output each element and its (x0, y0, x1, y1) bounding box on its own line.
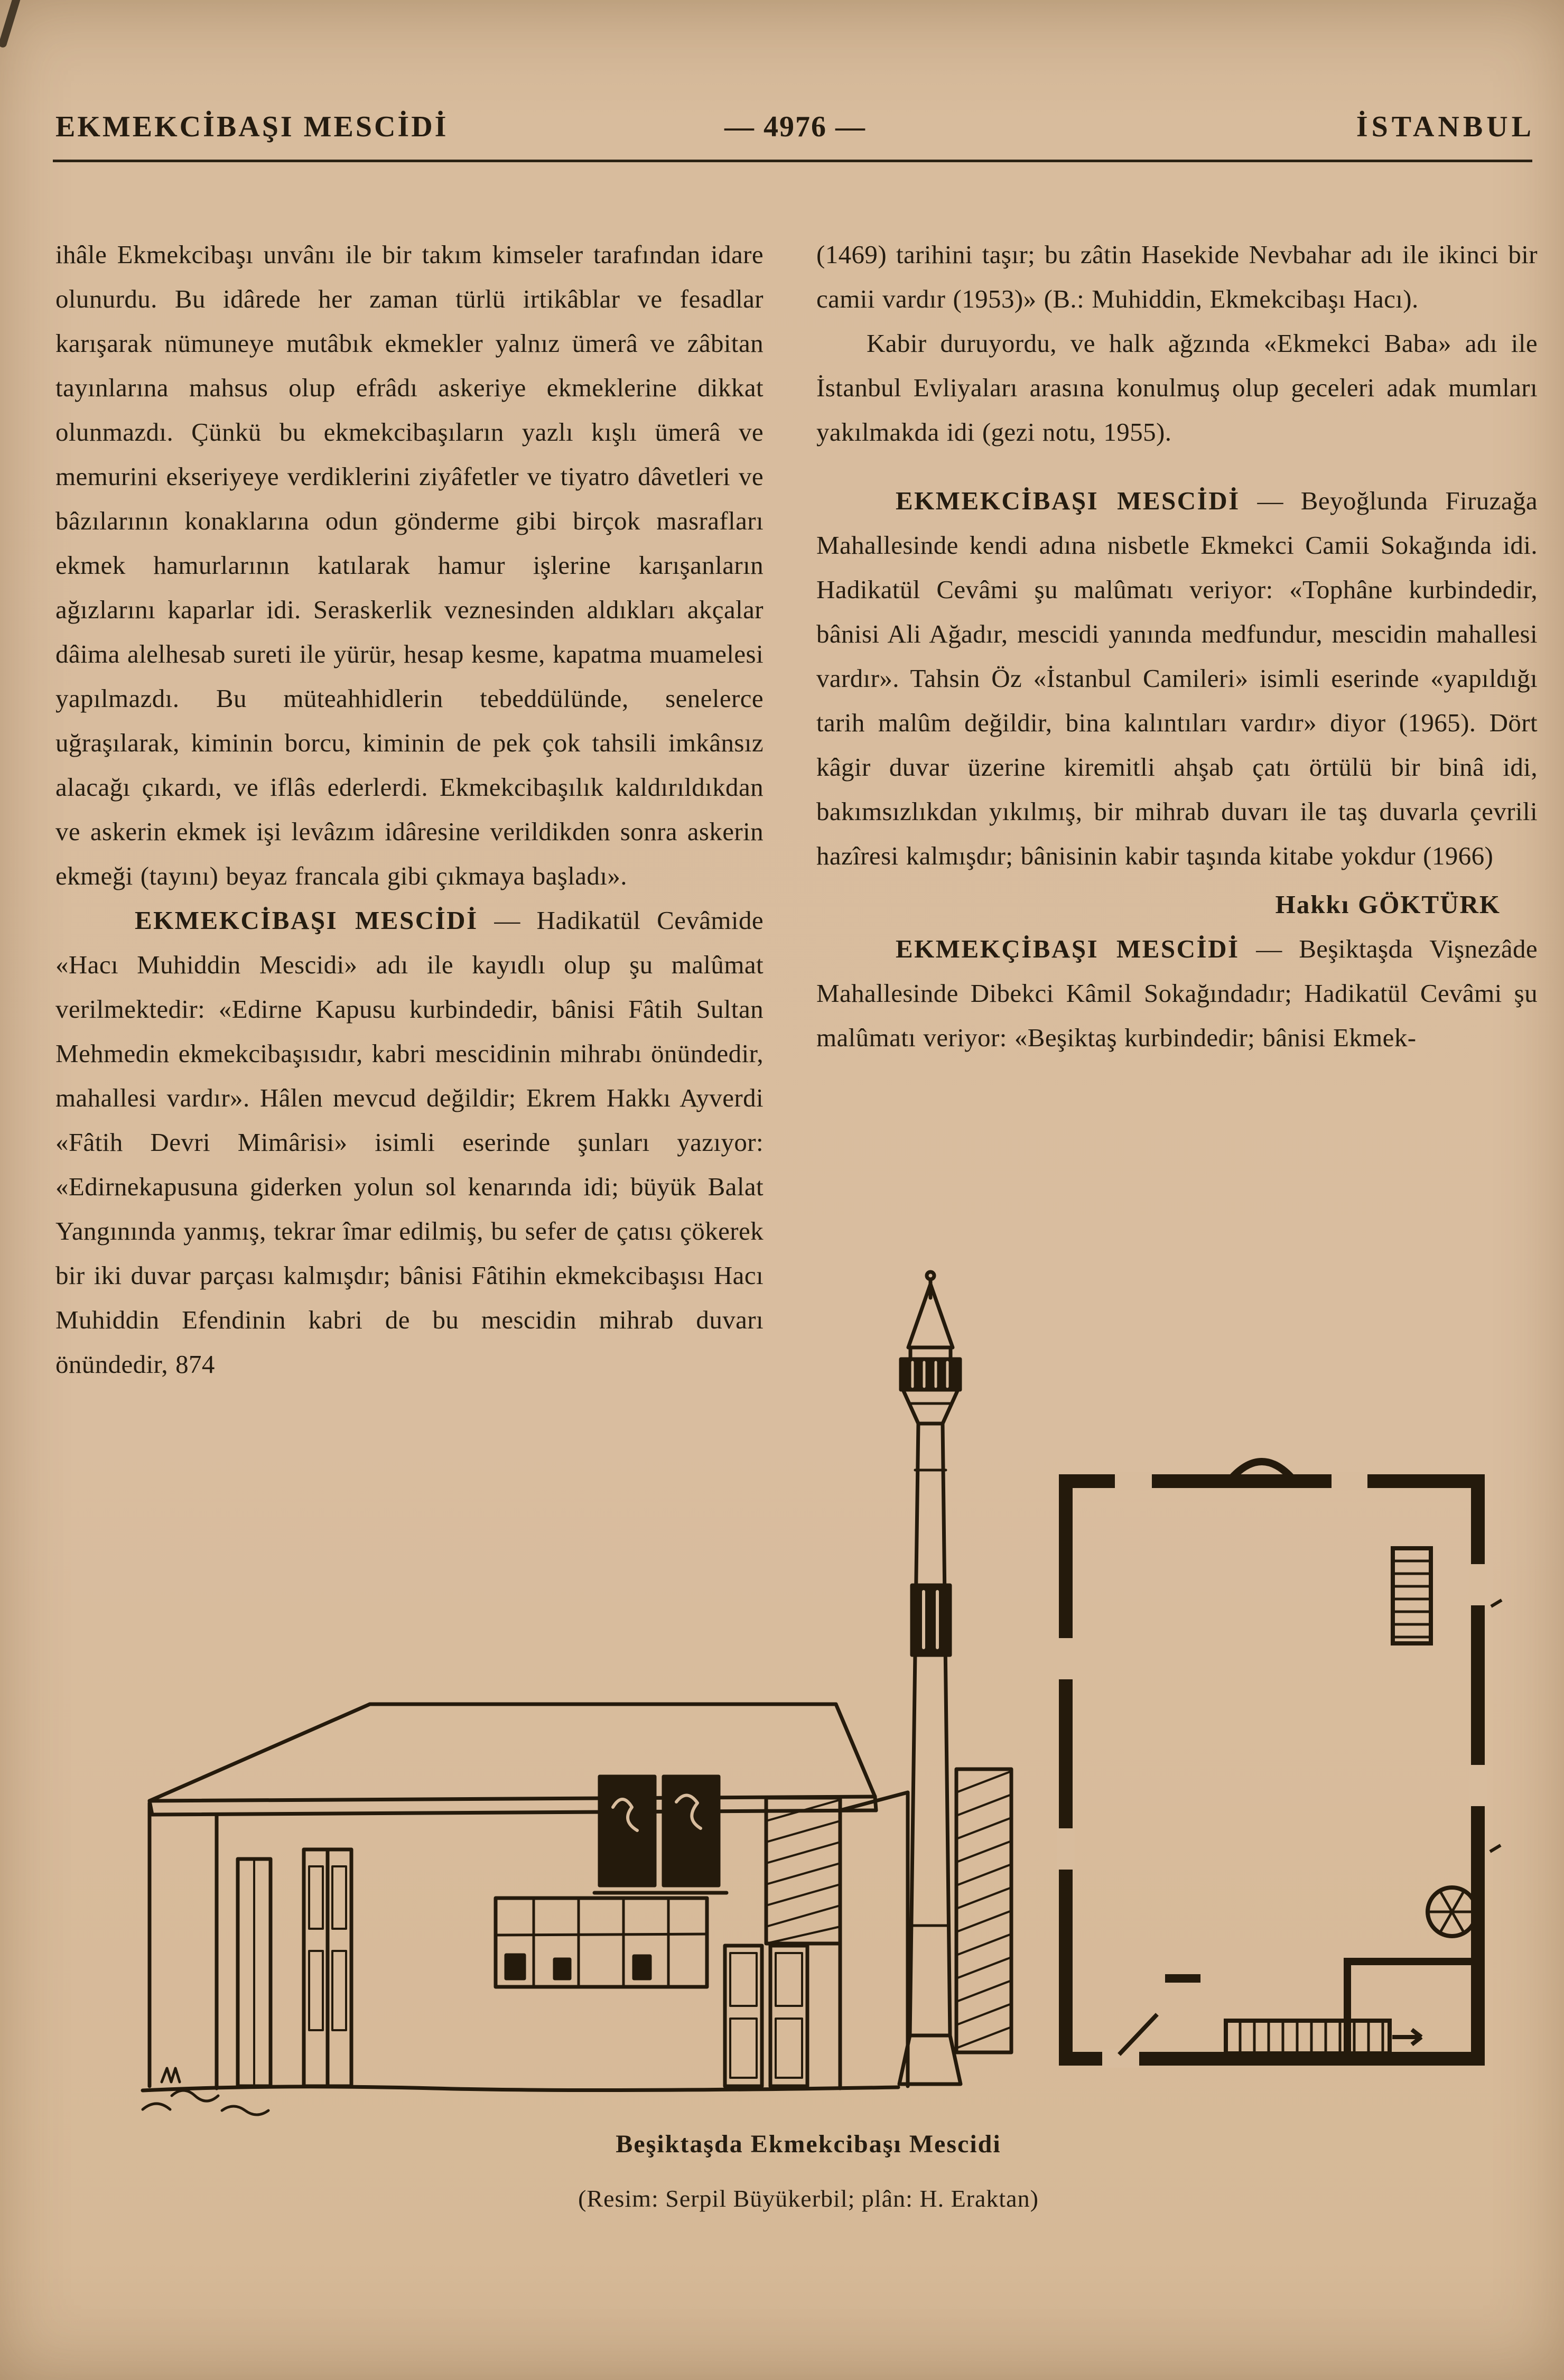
running-title-left: EKMEKCİBAŞI MESCİDİ (55, 110, 449, 143)
figure-svg (63, 1268, 1522, 2124)
paragraph-kabir: Kabir duruyordu, ve halk ağzında «Ekmekci Baba» adı ile İstanbul Evliyaları arasına konulmuş olup geceleri adak mumları yakılmakda idi (gezi notu, 1955). (816, 329, 1538, 447)
running-title-right: İSTANBUL (1356, 110, 1535, 143)
entry-body: — Hadikatül Cevâmide «Hacı Muhiddin Mescidi» adı ile kayıdlı olup şu malûmat verilmektedir: «Edirne Kapusu kurbindedir, bânisi Fâtih Sultan Mehmedin ekmekcibaşısıdır, kabri mescidinin mihrabı önündedir, mahallesi vardır». Hâlen mevcud değildir; Ekrem Hakkı Ayverdi «Fâtih Devri Mimârisi» isimli eserinde şunları yazıyor: «Edirnekapusuna giderken yolun sol kenarında idi; büyük Balat Yangınında yanmış, tekrar îmar edilmiş, bu sefer de çatısı çökerek bir iki duvar parçası kalmışdır; bânisi Fâtihin ekmekcibaşısı Hacı Muhiddin Efendinin kabri de bu mescidin mihrab duvarı önündedir, 874 (55, 906, 764, 1379)
figure-credit: (Resim: Serpil Büyükerbil; plân: H. Eraktan) (578, 2185, 1039, 2212)
paragraph-continuation: ihâle Ekmekcibaşı unvânı ile bir takım kimseler tarafından idare olunurdu. Bu idârede her zaman türlü irtikâblar ve fesadlar karışarak nümuneye mutâbık ekmekler yalnız ümerâ ve zâbitan tayınlarına mahsus olup efrâdı askeriye ekmeklerine dikkat olunmazdı. Çünkü bu ekmekcibaşıların yazlı kışlı ümerâ ve memurini ekseriyeye verdiklerini ziyâfetler ve tiyatro dâvetleri ve bâzılarının konaklarına odun gönderme gibi birçok masrafları ekmek hamurlarının katılarak hamur işlerine karışanların ağızlarını kaparlar idi. Seraskerlik veznesinden aldıkları akçalar dâima alelhesab sureti ile yürür, hesap kesme, kapatma muamelesi yapılmazdı. Bu müteahhidlerin tebeddülünde, senelerce uğraşılarak, kiminin borcu, kiminin de pek çok tahsili imkânsız alacağı çıkardı, ve iflâs ederlerdi. Ekmekcibaşılık kaldırıldıkdan ve askerin ekmek işi levâzım idâresine verildikden sonra askerin ekmeği (tayını) beyaz francala gibi çıkmaya başladı». (55, 240, 764, 890)
right-column (816, 233, 1538, 1060)
entry-title: EKMEKCİBAŞI MESCİDİ (135, 906, 478, 935)
left-column (55, 233, 764, 1387)
figure-caption: Beşiktaşda Ekmekcibaşı Mescidi (616, 2130, 1001, 2158)
page-header (55, 112, 1535, 142)
scan-artifact (0, 0, 23, 49)
illustration (63, 1268, 1522, 2124)
author-signature: Hakkı GÖKTÜRK (1275, 890, 1501, 919)
floor-plan-drawing (1066, 1462, 1502, 2059)
mosque-drawing (143, 1704, 1011, 2115)
entry-body: — Beyoğlunda Firuzağa Mahallesinde kendi adına nisbetle Ekmekci Camii Sokağında idi. Hadikatül Cevâmi şu malûmatı veriyor: «Tophâne kurbindedir, bânisi Ali Ağadır, mescidi yanında medfundur, mescidin mahallesi vardır». Tahsin Öz «İstanbul Camileri» isimli eserinde «yapıldığı tarih malûm değildir, bina kalıntıları vardır» diyor (1965). Dört kâgir duvar üzerine kiremitli ahşab çatı örtülü bir binâ idi, bakımsızlıkdan yıkılmış, bir mihrab duvarı ile taş duvarla çevrili hazîresi kalmışdır; bânisinin kabir taşında kitabe yokdur (1966) (816, 486, 1538, 870)
entry-ekmekcibasi-mescidi-besiktas (816, 927, 1538, 1060)
paragraph-continuation-top: (1469) tarihini taşır; bu zâtin Hasekide Nevbahar adı ile ikinci bir camii vardır (1953)» (B.: Muhiddin, Ekmekcibaşı Hacı). (816, 240, 1538, 313)
header-rule (53, 160, 1532, 162)
entry-title: EKMEKÇİBAŞI MESCİDİ (896, 934, 1240, 963)
entry-title: EKMEKCİBAŞI MESCİDİ (896, 486, 1240, 515)
entry-ekmekcibasi-mescidi-beyoglu (816, 479, 1538, 878)
page-number: — 4976 — (724, 110, 866, 143)
entry-body: — Beşiktaşda Vişnezâde Mahallesinde Dibekci Kâmil Sokağındadır; Hadikatül Cevâmi şu malûmatı veriyor: «Beşiktaş kurbindedir; bânisi Ekmek- (816, 934, 1538, 1052)
